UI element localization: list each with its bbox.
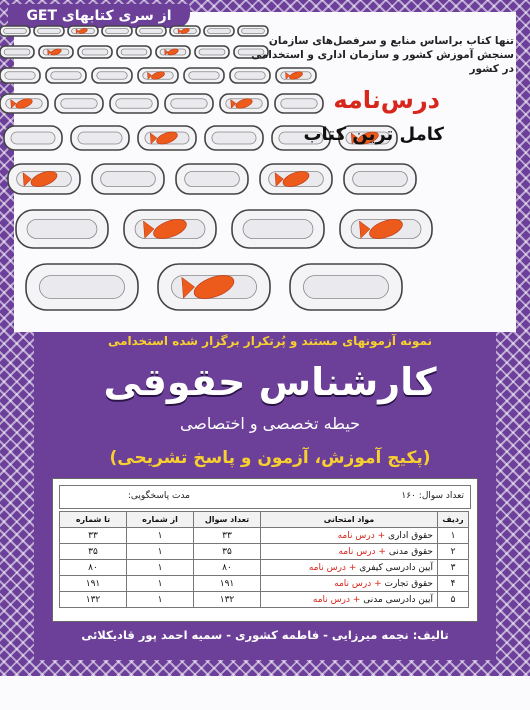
subject-tag: + درس نامه bbox=[312, 594, 361, 605]
subject: آیین دادرسی کیفری bbox=[359, 562, 433, 573]
main-title: کارشناس حقوقی bbox=[103, 360, 437, 404]
row-num: ۱ bbox=[438, 528, 469, 544]
box-inner bbox=[82, 49, 108, 55]
header-count: تعداد سوال bbox=[194, 512, 261, 528]
box-inner bbox=[5, 72, 35, 80]
count-cell: ۱۹۱ bbox=[194, 576, 261, 592]
header-from: از شماره bbox=[127, 512, 194, 528]
header-subject: مواد امتحانی bbox=[261, 512, 438, 528]
table-row bbox=[60, 544, 469, 560]
subject-cell bbox=[261, 560, 438, 576]
box-inner bbox=[281, 99, 317, 109]
box-inner bbox=[242, 29, 265, 34]
box-inner bbox=[212, 132, 256, 144]
box-inner bbox=[11, 132, 55, 144]
subject: حقوق اداری bbox=[387, 530, 433, 541]
header-to: تا شماره bbox=[60, 512, 127, 528]
from-cell: ۱ bbox=[127, 560, 194, 576]
book-title: درس‌نامه bbox=[333, 86, 440, 114]
subject: آیین دادرسی مدنی bbox=[363, 594, 433, 605]
box-inner bbox=[116, 99, 152, 109]
box-inner bbox=[101, 172, 156, 187]
subject-tag: + درس نامه bbox=[308, 562, 357, 573]
box-inner bbox=[106, 29, 129, 34]
subject: حقوق تجارت bbox=[384, 578, 433, 589]
box-inner bbox=[27, 220, 97, 239]
bottom-strip bbox=[0, 676, 530, 710]
table-row bbox=[60, 592, 469, 608]
table-row bbox=[60, 528, 469, 544]
count-cell: ۳۵ bbox=[194, 544, 261, 560]
from-cell: ۱ bbox=[127, 544, 194, 560]
box-inner bbox=[121, 49, 147, 55]
header-row-num: ردیف bbox=[438, 512, 469, 528]
book-subtitle: کامل ترین کتاب bbox=[303, 124, 444, 145]
box-inner bbox=[303, 276, 388, 299]
sub-domain: حیطه تخصصی و اختصاصی bbox=[179, 414, 361, 433]
row-num: ۵ bbox=[438, 592, 469, 608]
row-num: ۲ bbox=[438, 544, 469, 560]
to-cell: ۱۳۲ bbox=[60, 592, 127, 608]
box-inner bbox=[4, 49, 30, 55]
to-cell: ۱۹۱ bbox=[60, 576, 127, 592]
box-inner bbox=[140, 29, 163, 34]
box-inner bbox=[243, 220, 313, 239]
subject-tag: + درس نامه bbox=[337, 530, 386, 541]
to-cell: ۳۳ bbox=[60, 528, 127, 544]
table-row bbox=[60, 560, 469, 576]
box-inner bbox=[51, 72, 81, 80]
subject-cell bbox=[261, 544, 438, 560]
authors: تالیف: نجمه میرزایی - فاطمه کشوری - سمیه احمد پور قادیکلائی bbox=[81, 628, 449, 642]
count-cell: ۱۳۲ bbox=[194, 592, 261, 608]
count-cell: ۳۳ bbox=[194, 528, 261, 544]
to-cell: ۳۵ bbox=[60, 544, 127, 560]
box-inner bbox=[185, 172, 240, 187]
row-num: ۴ bbox=[438, 576, 469, 592]
from-cell: ۱ bbox=[127, 528, 194, 544]
box-inner bbox=[353, 172, 408, 187]
table-header-row bbox=[60, 512, 469, 528]
package-line: (پکیج آموزش، آزمون و پاسخ تشریحی) bbox=[109, 448, 431, 468]
subject-cell bbox=[261, 592, 438, 608]
exam-table-box bbox=[52, 478, 478, 622]
box-inner bbox=[171, 99, 207, 109]
box-inner bbox=[189, 72, 219, 80]
from-cell: ۱ bbox=[127, 576, 194, 592]
subject-cell bbox=[261, 576, 438, 592]
exam-table bbox=[59, 511, 469, 608]
box-inner bbox=[208, 29, 231, 34]
table-row bbox=[60, 576, 469, 592]
question-count: تعداد سوال: ۱۶۰ bbox=[401, 491, 464, 501]
subject-tag: + درس نامه bbox=[334, 578, 382, 589]
box-inner bbox=[199, 49, 225, 55]
from-cell: ۱ bbox=[127, 592, 194, 608]
row-num: ۳ bbox=[438, 560, 469, 576]
box-inner bbox=[97, 72, 127, 80]
subject-cell bbox=[261, 528, 438, 544]
series-tag: از سری کتابهای GET bbox=[8, 4, 190, 28]
tagline: تنها کتاب براساس منابع و سرفصل‌های سازمان سنجش آموزش کشور و سازمان اداری و استخدامی در کشور bbox=[251, 35, 514, 75]
box-inner bbox=[78, 132, 122, 144]
box-inner bbox=[39, 276, 124, 299]
exam-meta-row bbox=[59, 485, 471, 509]
subject-tag: + درس نامه bbox=[338, 546, 386, 557]
box-inner bbox=[4, 29, 27, 34]
box-inner bbox=[61, 99, 97, 109]
box-inner bbox=[38, 29, 61, 34]
count-cell: ۸۰ bbox=[194, 560, 261, 576]
subject: حقوق مدنی bbox=[388, 546, 433, 557]
duration-label: مدت پاسخگویی: bbox=[127, 491, 190, 501]
exam-line: نمونه آزمونهای مستند و پُرتکرار برگزار شده استخدامی bbox=[107, 334, 433, 348]
to-cell: ۸۰ bbox=[60, 560, 127, 576]
